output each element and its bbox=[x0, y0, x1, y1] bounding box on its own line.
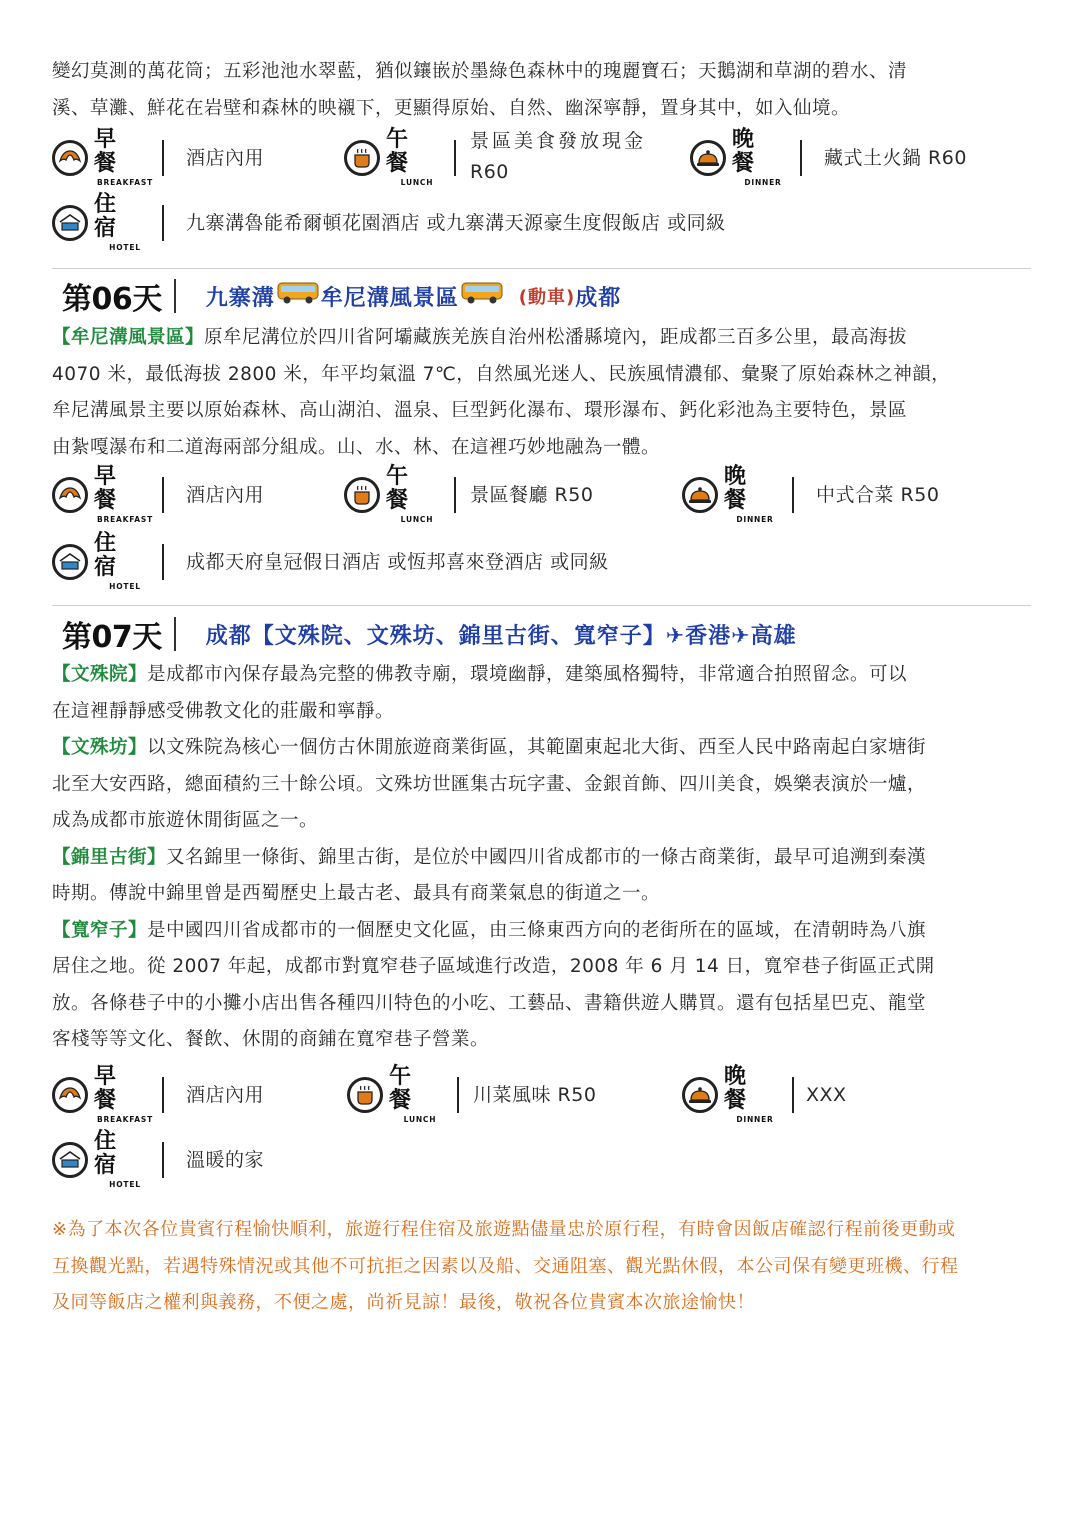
dinner-value: XXX bbox=[806, 1083, 847, 1106]
divider-bar bbox=[800, 140, 802, 176]
attraction-tag: 【文殊院】 bbox=[52, 664, 148, 685]
coffee-cup-icon bbox=[344, 140, 380, 176]
desc-line: 是中國四川省成都市的一個歷史文化區，由三條東西方向的老街所在的區域，在清朝時為八旗 bbox=[147, 919, 927, 941]
attraction-tag: 【牟尼溝風景區】 bbox=[52, 327, 205, 348]
divider-bar bbox=[162, 544, 164, 580]
day07-description bbox=[52, 657, 1037, 1059]
breakfast-subtitle: BREAKFAST bbox=[96, 178, 154, 187]
lunch-title: 午 餐 bbox=[386, 127, 414, 176]
divider-bar bbox=[162, 1077, 164, 1113]
desc-line: 是成都市內保存最為完整的佛教寺廟，環境幽靜，建築風格獨特，非常適合拍照留念。可以 bbox=[147, 664, 908, 685]
dinner-title: 晚 餐 bbox=[724, 464, 752, 513]
desc-line: 又名錦里一條街、錦里古街，是位於中國四川省成都市的一條古商業街，最早可追溯到秦漢 bbox=[166, 846, 927, 868]
divider-bar bbox=[454, 477, 456, 513]
hotel-subtitle: HOTEL bbox=[109, 582, 141, 591]
day06-meals-row bbox=[52, 464, 1037, 524]
divider-bar bbox=[174, 279, 176, 313]
breakfast-value: 酒店內用 bbox=[186, 1083, 265, 1106]
lunch-title: 午 餐 bbox=[389, 1064, 417, 1113]
lunch-value: 川菜風味 R50 bbox=[473, 1083, 597, 1106]
attraction-tag: 【文殊坊】 bbox=[52, 737, 148, 758]
hotel-block bbox=[52, 531, 609, 591]
notice-line: 及同等飯店之權利與義務，不便之處，尚祈見諒！最後，敬祝各位貴賓本次旅途愉快！ bbox=[52, 1292, 755, 1313]
divider-bar bbox=[457, 1077, 459, 1113]
desc-line: 以文殊院為核心一個仿古休閒旅遊商業街區，其範圍東起北大街、西至人民中路南起白家塘街 bbox=[147, 737, 927, 758]
divider-bar bbox=[174, 617, 176, 651]
day06-description bbox=[52, 320, 1037, 466]
lunch-block bbox=[344, 127, 647, 187]
dinner-subtitle: DINNER bbox=[736, 1115, 774, 1124]
day06-header bbox=[62, 276, 621, 316]
desc-line: 客棧等等文化、餐飲、休閒的商鋪在寬窄巷子營業。 bbox=[52, 1029, 490, 1050]
day-route: 成都【文殊院、文殊坊、錦里古街、寬窄子】✈香港✈高雄 bbox=[205, 623, 797, 649]
breakfast-title: 早 餐 bbox=[94, 464, 122, 513]
bus-icon bbox=[461, 281, 503, 311]
divider-bar bbox=[162, 140, 164, 176]
section-divider bbox=[52, 605, 1031, 606]
coffee-cup-icon bbox=[344, 477, 380, 513]
croissant-icon bbox=[52, 1077, 88, 1113]
hotel-block bbox=[52, 1129, 265, 1189]
hotel-bed-icon bbox=[52, 1142, 88, 1178]
breakfast-value: 酒店內用 bbox=[186, 146, 265, 169]
lunch-block bbox=[344, 464, 594, 524]
dinner-block bbox=[682, 464, 940, 524]
hotel-subtitle: HOTEL bbox=[109, 1180, 141, 1189]
desc-line: 居住之地。從 2007 年起，成都市對寬窄巷子區域進行改造，2008 年 6 月 14 日，寬窄巷子街區正式開 bbox=[52, 956, 935, 977]
dinner-cloche-icon bbox=[690, 140, 726, 176]
bus-icon bbox=[277, 281, 319, 311]
hotel-value: 九寨溝魯能希爾頓花園酒店 或九寨溝天源豪生度假飯店 或同級 bbox=[186, 211, 726, 234]
desc-line: 4070 米，最低海拔 2800 米，年平均氣溫 7℃，自然風光迷人、民族風情濃郁、彙聚了原始森林之神韻， bbox=[52, 363, 951, 385]
desc-line: 原牟尼溝位於四川省阿壩藏族羌族自治州松潘縣境內，距成都三百多公里，最高海拔 bbox=[204, 327, 908, 348]
breakfast-block bbox=[52, 464, 265, 524]
intro-line: 溪、草灘、鮮花在岩壁和森林的映襯下，更顯得原始、自然、幽深寧靜，置身其中，如入仙境。 bbox=[52, 97, 851, 119]
day07-header bbox=[62, 614, 797, 654]
desc-line: 由紮嘎瀑布和二道海兩部分組成。山、水、林、在這裡巧妙地融為一體。 bbox=[52, 436, 661, 458]
desc-line: 成為成都市旅遊休閒街區之一。 bbox=[52, 810, 319, 831]
desc-line: 時期。傳說中錦里曾是西蜀歷史上最古老、最具有商業氣息的街道之一。 bbox=[52, 883, 661, 904]
hotel-bed-icon bbox=[52, 544, 88, 580]
lunch-value-line: 景區美食發放現金 bbox=[470, 130, 647, 152]
route-stop: 成都 bbox=[575, 285, 622, 311]
hotel-subtitle: HOTEL bbox=[109, 243, 141, 252]
day-number: 第07天 bbox=[62, 620, 162, 655]
route-stop: 牟尼溝風景區 bbox=[320, 285, 459, 311]
desc-line: 牟尼溝風景主要以原始森林、高山湖泊、溫泉、巨型鈣化瀑布、環形瀑布、鈣化彩池為主要特色，景區 bbox=[52, 400, 908, 421]
divider-bar bbox=[792, 1077, 794, 1113]
breakfast-value: 酒店內用 bbox=[186, 483, 265, 506]
intro-paragraph bbox=[52, 54, 1037, 127]
breakfast-block bbox=[52, 1064, 265, 1124]
divider-bar bbox=[162, 205, 164, 241]
lunch-value-line: R60 bbox=[470, 161, 509, 183]
dinner-value: 中式合菜 R50 bbox=[816, 483, 940, 506]
hotel-title: 住 宿 bbox=[94, 1129, 122, 1178]
route-stop: 九寨溝 bbox=[205, 285, 275, 311]
divider-bar bbox=[454, 140, 456, 176]
dinner-block bbox=[682, 1064, 847, 1124]
desc-line: 在這裡靜靜感受佛教文化的莊嚴和寧靜。 bbox=[52, 700, 395, 722]
coffee-cup-icon bbox=[347, 1077, 383, 1113]
divider-bar bbox=[792, 477, 794, 513]
dinner-subtitle: DINNER bbox=[744, 178, 782, 187]
desc-line: 北至大安西路，總面積約三十餘公頃。文殊坊世匯集古玩字畫、金銀首飾、四川美食，娛樂表演於一爐， bbox=[52, 773, 927, 795]
hotel-bed-icon bbox=[52, 205, 88, 241]
dinner-subtitle: DINNER bbox=[736, 515, 774, 524]
hotel-title: 住 宿 bbox=[94, 531, 122, 580]
breakfast-title: 早 餐 bbox=[94, 1064, 122, 1113]
notice-line: 互換觀光點，若遇特殊情況或其他不可抗拒之因素以及船、交通阻塞、觀光點休假，本公司保有變更班機、行程 bbox=[52, 1255, 959, 1277]
dinner-block bbox=[690, 127, 967, 187]
day05-meals-row bbox=[52, 127, 1037, 187]
section-divider bbox=[52, 268, 1031, 269]
day06-hotel-row bbox=[52, 531, 1037, 591]
breakfast-subtitle: BREAKFAST bbox=[96, 515, 154, 524]
route-transport: (動車) bbox=[518, 287, 576, 308]
attraction-tag: 【寬窄子】 bbox=[52, 919, 148, 941]
hotel-value: 成都天府皇冠假日酒店 或恆邦喜來登酒店 或同級 bbox=[186, 550, 609, 573]
dinner-value: 藏式土火鍋 R60 bbox=[824, 146, 967, 169]
breakfast-subtitle: BREAKFAST bbox=[96, 1115, 154, 1124]
lunch-subtitle: LUNCH bbox=[403, 1115, 437, 1124]
day-route bbox=[206, 281, 622, 312]
day07-hotel-row bbox=[52, 1129, 1037, 1189]
lunch-subtitle: LUNCH bbox=[400, 178, 434, 187]
lunch-subtitle: LUNCH bbox=[400, 515, 434, 524]
hotel-block bbox=[52, 192, 726, 252]
notice-line: ※為了本次各位貴賓行程愉快順利，旅遊行程住宿及旅遊點儘量忠於原行程，有時會因飯店確認行程前後更動或 bbox=[52, 1219, 956, 1240]
lunch-value: 景區餐廳 R50 bbox=[470, 483, 594, 506]
breakfast-title: 早 餐 bbox=[94, 127, 122, 176]
day07-meals-row bbox=[52, 1064, 1037, 1124]
dinner-title: 晚 餐 bbox=[732, 127, 760, 176]
disclaimer-notice bbox=[52, 1212, 1037, 1322]
dinner-cloche-icon bbox=[682, 1077, 718, 1113]
lunch-value bbox=[470, 126, 646, 188]
hotel-value: 溫暖的家 bbox=[186, 1148, 265, 1171]
lunch-block bbox=[347, 1064, 597, 1124]
croissant-icon bbox=[52, 477, 88, 513]
croissant-icon bbox=[52, 140, 88, 176]
divider-bar bbox=[162, 477, 164, 513]
divider-bar bbox=[162, 1142, 164, 1178]
hotel-title: 住 宿 bbox=[94, 192, 122, 241]
intro-line: 變幻莫測的萬花筒；五彩池池水翠藍，猶似鑲嵌於墨綠色森林中的瑰麗寶石；天鵝湖和草湖的碧水、清 bbox=[52, 61, 908, 82]
lunch-title: 午 餐 bbox=[386, 464, 414, 513]
day05-hotel-row bbox=[52, 192, 1037, 252]
breakfast-block bbox=[52, 127, 265, 187]
day-number: 第06天 bbox=[62, 282, 162, 317]
dinner-title: 晚 餐 bbox=[724, 1064, 752, 1113]
dinner-cloche-icon bbox=[682, 477, 718, 513]
attraction-tag: 【錦里古街】 bbox=[52, 846, 167, 868]
desc-line: 放。各條巷子中的小攤小店出售各種四川特色的小吃、工藝品、書籍供遊人購買。還有包括星巴克、龍堂 bbox=[52, 992, 927, 1014]
